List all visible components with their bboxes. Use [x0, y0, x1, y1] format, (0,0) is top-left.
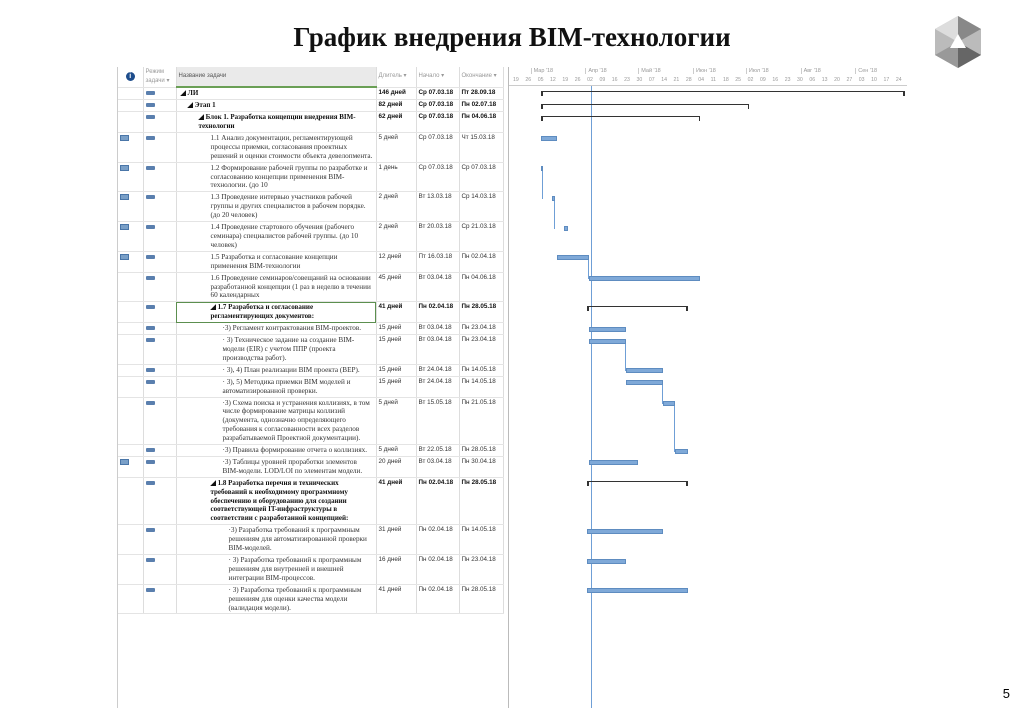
task-duration[interactable]: 15 дней	[376, 376, 416, 397]
task-row[interactable]	[118, 584, 503, 614]
task-duration[interactable]: 31 дней	[376, 525, 416, 555]
week-label: 23	[624, 77, 630, 83]
week-label: 09	[760, 77, 766, 83]
dependency-link	[554, 201, 555, 229]
task-start[interactable]: Вт 20.03.18	[416, 222, 459, 252]
task-row[interactable]	[118, 162, 503, 192]
task-row[interactable]	[118, 302, 503, 323]
task-name[interactable]: 1.4 Проведение стартового обучения (рабочего семинара) специалистов рабочей группы. (до 10 человек)	[176, 222, 376, 252]
dependency-link	[588, 260, 589, 279]
task-row[interactable]	[118, 192, 503, 222]
auto-schedule-icon	[146, 91, 155, 95]
dependency-link	[674, 406, 675, 452]
mode-cell[interactable]	[143, 397, 176, 445]
indicator-cell	[118, 335, 143, 365]
task-name[interactable]: ◢ Этап 1	[176, 100, 376, 112]
task-bar[interactable]	[675, 449, 687, 454]
task-duration[interactable]: 5 дней	[376, 445, 416, 457]
task-row[interactable]	[118, 132, 503, 162]
week-label: 17	[883, 77, 890, 83]
week-label: 07	[648, 77, 655, 83]
task-start[interactable]: Вт 03.04.18	[416, 272, 459, 302]
auto-schedule-icon	[146, 103, 155, 107]
page-number: 5	[1002, 686, 1010, 701]
auto-schedule-icon	[146, 255, 155, 259]
task-start[interactable]: Вт 03.04.18	[416, 335, 459, 365]
week-label: 27	[846, 77, 853, 83]
indicator-cell	[118, 376, 143, 397]
week-label: 30	[636, 77, 643, 83]
week-label: 23	[784, 77, 791, 83]
month-label: Июл '18	[746, 68, 769, 74]
task-finish[interactable]: Пн 04.06.18	[459, 112, 503, 133]
indicator-cell	[118, 302, 143, 323]
table-header	[118, 67, 503, 87]
task-table	[118, 67, 504, 614]
task-bar[interactable]	[589, 460, 638, 465]
task-name[interactable]: · 3) Разработка требований к программным решениям для внутренней и внешней интеграции BIM-процессов.	[176, 555, 376, 585]
dependency-link	[625, 344, 626, 371]
task-bar[interactable]	[557, 255, 589, 260]
auto-schedule-icon	[146, 326, 155, 330]
auto-schedule-icon	[146, 460, 155, 464]
task-start[interactable]: Ср 07.03.18	[416, 112, 459, 133]
month-label: Авг '18	[801, 68, 821, 74]
task-row[interactable]	[118, 477, 503, 525]
task-start[interactable]: Пн 02.04.18	[416, 302, 459, 323]
task-name[interactable]: · 3), 5) Методика приемки BIM моделей и автоматизированной проверки.	[176, 376, 376, 397]
task-name[interactable]: 1.2 Формирование рабочей группы по разработке и согласованию концепции применения BIM-технологии. (до 10	[176, 162, 376, 192]
task-name[interactable]: ◢ 1.7 Разработка и согласование регламентирующих документов:	[176, 302, 376, 323]
gantt-chart	[508, 67, 907, 708]
task-finish[interactable]: Пн 28.05.18	[459, 477, 503, 525]
week-label: 26	[574, 77, 581, 83]
task-start[interactable]: Ср 07.03.18	[416, 100, 459, 112]
task-bar[interactable]	[587, 559, 626, 564]
slide-title: График внедрения BIM-технологии	[293, 22, 731, 52]
auto-schedule-icon	[146, 276, 155, 280]
month-label: Апр '18	[585, 68, 606, 74]
task-bar[interactable]	[626, 380, 663, 385]
auto-schedule-icon	[146, 136, 155, 140]
task-start[interactable]: Пт 16.03.18	[416, 251, 459, 272]
mode-column-header[interactable]: Режим задачи ▾	[143, 67, 176, 87]
task-row[interactable]	[118, 112, 503, 133]
ms-project-gantt-view	[117, 67, 907, 708]
week-label: 11	[710, 77, 716, 83]
auto-schedule-icon	[146, 528, 155, 532]
task-row[interactable]	[118, 87, 503, 99]
task-row[interactable]	[118, 397, 503, 445]
task-row[interactable]	[118, 335, 503, 365]
indicator-cell	[118, 477, 143, 525]
task-row[interactable]	[118, 376, 503, 397]
task-finish[interactable]: Пн 28.05.18	[459, 445, 503, 457]
auto-schedule-icon	[146, 368, 155, 372]
mode-cell[interactable]	[143, 302, 176, 323]
task-finish[interactable]: Пн 30.04.18	[459, 456, 503, 477]
mode-cell[interactable]	[143, 192, 176, 222]
task-name[interactable]: 1.3 Проведение интервью участников рабочей группы и других специалистов в рабочем порядке. (до 20 человек)	[176, 192, 376, 222]
task-start[interactable]: Пн 02.04.18	[416, 525, 459, 555]
week-label: 05	[537, 77, 544, 83]
company-logo-icon	[930, 14, 986, 70]
note-icon[interactable]	[120, 254, 129, 260]
mode-cell[interactable]	[143, 162, 176, 192]
task-duration[interactable]: 5 дней	[376, 132, 416, 162]
dependency-link	[542, 171, 543, 199]
mode-cell[interactable]	[143, 132, 176, 162]
task-name[interactable]: ·3) Схема поиска и устранения коллизиях, в том числе формирование матрицы коллизий (документа, однозначно определяющего требования к согласованности всех разделов разрабатываемой Проектной документации).	[176, 397, 376, 445]
task-start[interactable]: Пн 02.04.18	[416, 477, 459, 525]
task-row[interactable]	[118, 525, 503, 555]
week-label: 13	[821, 77, 828, 83]
duration-column-header[interactable]: Длитель ▾	[376, 67, 416, 87]
mode-cell[interactable]	[143, 456, 176, 477]
task-name[interactable]: ·3) Таблицы уровней проработки элементов BIM-модели. LOD/LOI по элементам модели.	[176, 456, 376, 477]
task-duration[interactable]: 41 дней	[376, 584, 416, 614]
task-finish[interactable]: Пн 23.04.18	[459, 335, 503, 365]
task-duration[interactable]: 45 дней	[376, 272, 416, 302]
auto-schedule-icon	[146, 558, 155, 562]
week-label: 02	[587, 77, 593, 83]
task-bar[interactable]	[541, 136, 557, 141]
indicator-cell	[118, 87, 143, 99]
task-finish[interactable]: Пн 23.04.18	[459, 555, 503, 585]
task-row[interactable]	[118, 456, 503, 477]
task-name[interactable]: · 3) Техническое задание на создание BIM-модели (EIR) с учетом ППР (проекта производства работ).	[176, 335, 376, 365]
auto-schedule-icon	[146, 195, 155, 199]
auto-schedule-icon	[146, 448, 155, 452]
week-label: 14	[661, 77, 667, 83]
indicator-cell	[118, 555, 143, 585]
task-name[interactable]: ◢ ЛИ	[176, 87, 376, 99]
task-row[interactable]	[118, 222, 503, 252]
task-duration[interactable]: 16 дней	[376, 555, 416, 585]
auto-schedule-icon	[146, 305, 155, 309]
task-duration[interactable]: 15 дней	[376, 335, 416, 365]
indicator-cell	[118, 456, 143, 477]
task-row[interactable]	[118, 445, 503, 457]
summary-bar[interactable]	[541, 116, 700, 121]
task-finish[interactable]: Чт 15.03.18	[459, 132, 503, 162]
task-finish[interactable]: Пн 14.05.18	[459, 525, 503, 555]
month-label: Мар '18	[531, 68, 553, 74]
mode-cell[interactable]	[143, 222, 176, 252]
note-icon[interactable]	[120, 459, 129, 465]
week-label: 03	[858, 77, 865, 83]
finish-column-header[interactable]: Окончание ▾	[459, 67, 503, 87]
week-label: 21	[673, 77, 680, 83]
indicator-cell	[118, 222, 143, 252]
task-row[interactable]	[118, 272, 503, 302]
task-bar[interactable]	[589, 339, 626, 344]
task-duration[interactable]: 12 дней	[376, 251, 416, 272]
indicator-cell	[118, 364, 143, 376]
info-column-header[interactable]: i	[118, 67, 143, 87]
task-finish[interactable]: Ср 14.03.18	[459, 192, 503, 222]
task-start[interactable]: Ср 07.03.18	[416, 132, 459, 162]
task-start[interactable]: Ср 07.03.18	[416, 87, 459, 99]
task-name[interactable]: · 3) Разработка требований к программным решениям для оценки качества модели (валидация модели).	[176, 584, 376, 614]
task-finish[interactable]: Ср 07.03.18	[459, 162, 503, 192]
summary-bar[interactable]	[587, 306, 688, 311]
task-name[interactable]: ◢ 1.8 Разработка перечня и технических требований к необходимому программному обеспечению и оборудованию для создании соответствующей IT-инфраструктуры в соответствии с разработанной концепцией:	[176, 477, 376, 525]
task-bar[interactable]	[589, 276, 700, 281]
task-start[interactable]: Вт 03.04.18	[416, 323, 459, 335]
dependency-link	[662, 385, 663, 404]
task-bar[interactable]	[587, 588, 688, 593]
task-finish[interactable]: Пн 28.05.18	[459, 584, 503, 614]
week-label: 02	[747, 77, 754, 83]
name-column-header[interactable]: Название задачи	[176, 67, 376, 87]
indicator-cell	[118, 112, 143, 133]
mode-cell[interactable]	[143, 251, 176, 272]
auto-schedule-icon	[146, 401, 155, 405]
mode-cell[interactable]	[143, 555, 176, 585]
task-duration[interactable]: 15 дней	[376, 323, 416, 335]
task-name[interactable]: ·3) Правила формирование отчета о коллизиях.	[176, 445, 376, 457]
task-duration[interactable]: 82 дней	[376, 100, 416, 112]
task-name[interactable]: 1.1 Анализ документации, регламентирующей процессы приемки, согласования проектных решений и оценки стоимости объекта девелопмента.	[176, 132, 376, 162]
task-finish[interactable]: Пн 02.07.18	[459, 100, 503, 112]
task-name[interactable]: ·3) Разработка требований к программным решениям для автоматизированной проверки BIM-моделей.	[176, 525, 376, 555]
mode-cell[interactable]	[143, 376, 176, 397]
week-label: 16	[772, 77, 779, 83]
summary-bar[interactable]	[541, 104, 749, 109]
task-name[interactable]: ·3) Регламент контрактования BIM-проектов.	[176, 323, 376, 335]
start-column-header[interactable]: Начало ▾	[416, 67, 459, 87]
task-bar[interactable]	[626, 368, 663, 373]
task-start[interactable]: Пн 02.04.18	[416, 555, 459, 585]
month-label: Июн '18	[693, 68, 716, 74]
task-finish[interactable]: Пн 28.05.18	[459, 302, 503, 323]
task-duration[interactable]: 146 дней	[376, 87, 416, 99]
auto-schedule-icon	[146, 338, 155, 342]
month-label: Май '18	[638, 68, 660, 74]
mode-cell[interactable]	[143, 100, 176, 112]
task-name[interactable]: 1.5 Разработка и согласование концепции применения BIM-технологии	[176, 251, 376, 272]
task-row[interactable]	[118, 100, 503, 112]
task-row[interactable]	[118, 364, 503, 376]
week-label: 16	[611, 77, 618, 83]
task-duration[interactable]: 15 дней	[376, 364, 416, 376]
indicator-cell	[118, 584, 143, 614]
task-start[interactable]: Вт 03.04.18	[416, 456, 459, 477]
task-start[interactable]: Вт 24.04.18	[416, 364, 459, 376]
auto-schedule-icon	[146, 225, 155, 229]
timescale	[509, 67, 907, 86]
task-start[interactable]: Вт 13.03.18	[416, 192, 459, 222]
task-row[interactable]	[118, 323, 503, 335]
task-duration[interactable]: 1 день	[376, 162, 416, 192]
task-duration[interactable]: 2 дней	[376, 192, 416, 222]
mode-cell[interactable]	[143, 445, 176, 457]
indicator-cell	[118, 323, 143, 335]
mode-cell[interactable]	[143, 112, 176, 133]
week-label: 04	[698, 77, 705, 83]
task-start[interactable]: Вт 24.04.18	[416, 376, 459, 397]
auto-schedule-icon	[146, 115, 155, 119]
task-start[interactable]: Вт 15.05.18	[416, 397, 459, 445]
summary-bar[interactable]	[541, 91, 904, 96]
week-label: 10	[871, 77, 877, 83]
month-label: Сен '18	[855, 68, 877, 74]
current-date-line	[591, 86, 592, 708]
auto-schedule-icon	[146, 166, 155, 170]
week-label: 12	[550, 77, 556, 83]
mode-cell[interactable]	[143, 477, 176, 525]
task-finish[interactable]: Пт 28.09.18	[459, 87, 503, 99]
indicator-cell	[118, 445, 143, 457]
task-finish[interactable]: Пн 14.05.18	[459, 376, 503, 397]
task-duration[interactable]: 2 дней	[376, 222, 416, 252]
task-finish[interactable]: Пн 23.04.18	[459, 323, 503, 335]
mode-cell[interactable]	[143, 584, 176, 614]
week-label: 28	[685, 77, 692, 83]
task-finish[interactable]: Ср 21.03.18	[459, 222, 503, 252]
task-bar[interactable]	[589, 327, 626, 332]
mode-cell[interactable]	[143, 335, 176, 365]
week-label: 25	[735, 77, 742, 83]
task-row[interactable]	[118, 251, 503, 272]
week-label: 26	[525, 77, 532, 83]
indicator-cell	[118, 100, 143, 112]
indicator-cell	[118, 132, 143, 162]
task-finish[interactable]: Пн 21.05.18	[459, 397, 503, 445]
week-label: 18	[722, 77, 729, 83]
indicator-cell	[118, 192, 143, 222]
auto-schedule-icon	[146, 588, 155, 592]
indicator-cell	[118, 162, 143, 192]
task-finish[interactable]: Пн 14.05.18	[459, 364, 503, 376]
task-row[interactable]	[118, 555, 503, 585]
task-start[interactable]: Пн 02.04.18	[416, 584, 459, 614]
task-duration[interactable]: 5 дней	[376, 397, 416, 445]
mode-cell[interactable]	[143, 272, 176, 302]
mode-cell[interactable]	[143, 364, 176, 376]
week-label: 06	[809, 77, 816, 83]
mode-cell[interactable]	[143, 525, 176, 555]
task-finish[interactable]: Пн 04.06.18	[459, 272, 503, 302]
task-name[interactable]: ◢ Блок 1. Разработка концепции внедрения BIM-технологии	[176, 112, 376, 133]
summary-bar[interactable]	[587, 481, 688, 486]
note-icon[interactable]	[120, 135, 129, 141]
auto-schedule-icon	[146, 481, 155, 485]
week-label: 30	[797, 77, 803, 83]
task-start[interactable]: Вт 22.05.18	[416, 445, 459, 457]
week-label: 09	[599, 77, 606, 83]
task-start[interactable]: Ср 07.03.18	[416, 162, 459, 192]
note-icon[interactable]	[120, 224, 129, 230]
week-label: 19	[513, 77, 519, 83]
note-icon[interactable]	[120, 165, 129, 171]
note-icon[interactable]	[120, 194, 129, 200]
task-name[interactable]: 1.6 Проведение семинаров/совещаний на основании разработанной концепции (1 раз в неделю в течении 60 календарных	[176, 272, 376, 302]
indicator-cell	[118, 397, 143, 445]
mode-cell[interactable]	[143, 323, 176, 335]
week-label: 19	[562, 77, 569, 83]
week-label: 20	[834, 77, 840, 83]
auto-schedule-icon	[146, 380, 155, 384]
indicator-cell	[118, 525, 143, 555]
indicator-cell	[118, 251, 143, 272]
task-duration[interactable]: 62 дней	[376, 112, 416, 133]
task-bar[interactable]	[564, 226, 568, 231]
week-label: 24	[895, 77, 902, 83]
task-finish[interactable]: Пн 02.04.18	[459, 251, 503, 272]
indicator-cell	[118, 272, 143, 302]
task-name[interactable]: · 3), 4) План реализации BIM проекта (BEP).	[176, 364, 376, 376]
task-duration[interactable]: 41 дней	[376, 302, 416, 323]
task-duration[interactable]: 41 дней	[376, 477, 416, 525]
task-duration[interactable]: 20 дней	[376, 456, 416, 477]
task-bar[interactable]	[587, 529, 663, 534]
mode-cell[interactable]	[143, 87, 176, 99]
